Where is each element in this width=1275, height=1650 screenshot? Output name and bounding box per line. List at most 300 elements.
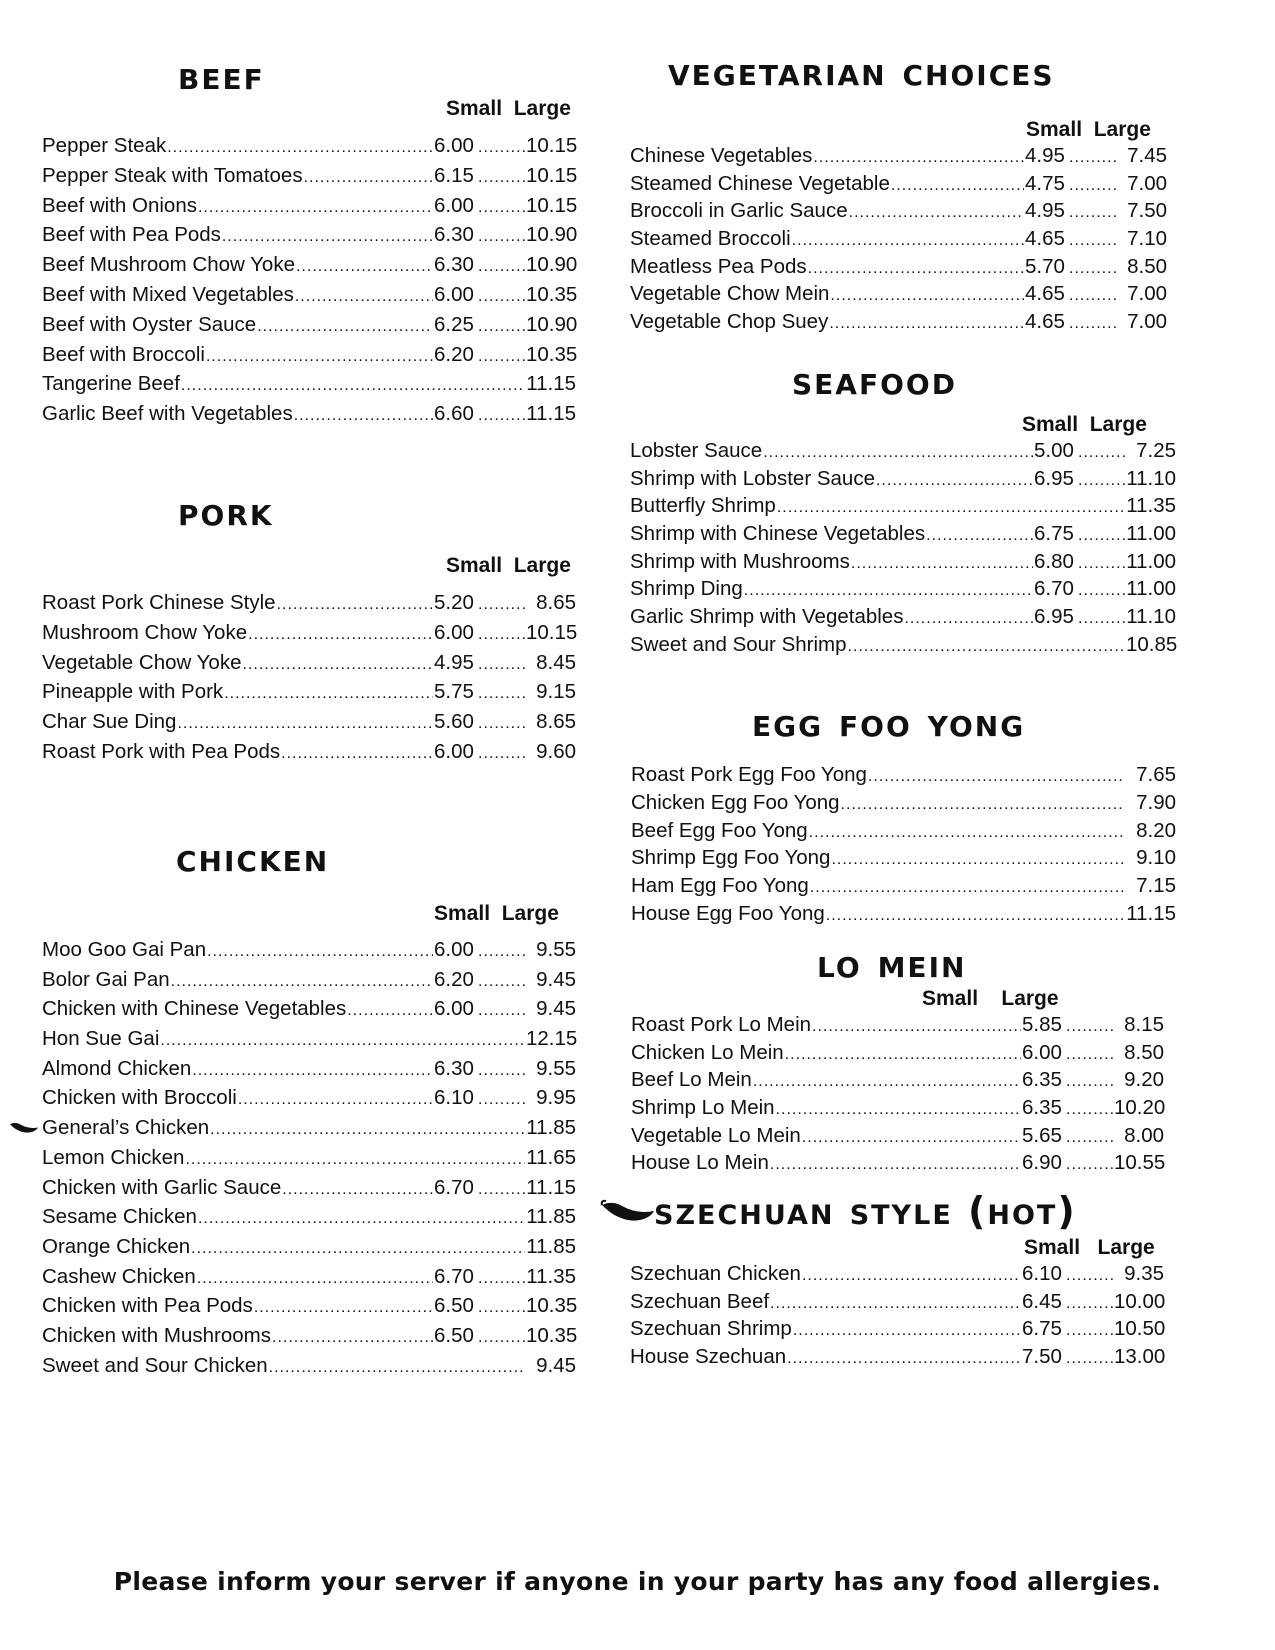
- small-price: 6.00: [434, 282, 474, 306]
- menu-item: [42, 712, 576, 742]
- egg-foo-yong-title: egg foo yong: [752, 700, 1026, 746]
- small-price: 5.85: [1022, 1013, 1062, 1036]
- menu-item: [42, 1088, 576, 1118]
- item-name: Hon Sue Gai: [42, 1027, 160, 1051]
- menu-item: [42, 967, 576, 1000]
- dot-leader: [478, 653, 526, 674]
- large-price: 11.00: [1126, 577, 1176, 601]
- menu-item: [42, 1029, 576, 1059]
- dot-leader: [478, 315, 526, 336]
- szechuan-size-header: [1024, 1237, 1155, 1258]
- menu-item: [42, 404, 576, 434]
- small-price: 5.20: [434, 591, 474, 614]
- large-price: 9.95: [536, 1086, 576, 1110]
- menu-item: [42, 1145, 576, 1178]
- item-name: Roast Pork Lo Mein: [631, 1013, 812, 1036]
- item-name: Beef with Onions: [42, 193, 197, 217]
- dot-leader: [224, 682, 433, 703]
- item-name: Beef with Mixed Vegetables: [42, 282, 294, 306]
- large-label: Large: [1093, 118, 1151, 141]
- dot-leader: [281, 742, 433, 763]
- large-price: 8.00: [1124, 1123, 1164, 1147]
- menu-item: [631, 1098, 1164, 1126]
- large-price: 10.15: [526, 134, 578, 157]
- small-price: 6.00: [434, 620, 474, 644]
- dot-leader: [830, 284, 1024, 305]
- item-name: Beef with Broccoli: [42, 342, 205, 366]
- large-price: 10.85: [1126, 632, 1178, 656]
- dot-leader: [1066, 1043, 1114, 1064]
- item-name: Beef Egg Foo Yong: [631, 818, 808, 842]
- small-price: 6.15: [434, 163, 474, 187]
- small-price: 6.70: [434, 1264, 474, 1288]
- large-price: 10.35: [526, 1294, 578, 1318]
- menu-item: [630, 607, 1176, 635]
- small-price: 4.75: [1025, 171, 1065, 195]
- small-price: 4.95: [1025, 199, 1065, 223]
- small-label: Small: [446, 554, 503, 577]
- small-price: 6.30: [434, 1056, 474, 1080]
- dot-leader: [296, 255, 433, 276]
- menu-item: [42, 1353, 576, 1386]
- large-label: Large: [1001, 987, 1059, 1010]
- item-name: Beef with Pea Pods: [42, 223, 221, 247]
- dot-leader: [849, 201, 1024, 222]
- small-price: 6.30: [434, 253, 474, 277]
- item-name: Tangerine Beef: [42, 372, 180, 396]
- dot-leader: [802, 1126, 1021, 1147]
- dot-leader: [222, 225, 433, 246]
- large-price: 11.65: [526, 1145, 576, 1169]
- small-price: 6.50: [434, 1294, 474, 1318]
- dot-leader: [777, 496, 1125, 517]
- item-name: Shrimp Lo Mein: [631, 1096, 775, 1120]
- menu-item: [42, 620, 578, 653]
- small-price: 7.50: [1022, 1345, 1062, 1369]
- dot-leader: [831, 848, 1125, 869]
- dot-leader: [304, 166, 433, 187]
- small-price: 6.00: [434, 938, 474, 961]
- dot-leader: [206, 345, 433, 366]
- dot-leader: [478, 196, 526, 217]
- item-name: Beef Mushroom Chow Yoke: [42, 253, 295, 277]
- item-name: House Egg Foo Yong: [631, 901, 825, 925]
- large-price: 11.10: [1126, 605, 1176, 629]
- large-price: 7.00: [1127, 282, 1167, 306]
- small-price: 6.10: [1022, 1262, 1062, 1285]
- dot-leader: [478, 940, 526, 961]
- dot-leader: [181, 374, 525, 395]
- dot-leader: [171, 970, 433, 991]
- dot-leader: [198, 196, 433, 217]
- menu-item: [42, 255, 576, 285]
- large-price: 8.65: [536, 591, 576, 614]
- dot-leader: [1066, 1319, 1114, 1340]
- menu-item: [631, 1123, 1164, 1154]
- menu-item: [42, 225, 576, 255]
- item-name: Pepper Steak with Tomatoes: [42, 163, 303, 187]
- dot-leader: [167, 136, 433, 157]
- menu-item: [42, 342, 578, 375]
- dot-leader: [776, 1098, 1021, 1119]
- small-price: 6.20: [434, 967, 474, 991]
- item-name: Lobster Sauce: [630, 439, 763, 462]
- dot-leader: [1069, 257, 1117, 278]
- dot-leader: [1069, 312, 1117, 333]
- dot-leader: [1066, 1098, 1114, 1119]
- small-price: 6.60: [434, 402, 474, 426]
- large-price: 9.45: [536, 1353, 576, 1377]
- item-name: Roast Pork Chinese Style: [42, 591, 276, 614]
- dot-leader: [272, 1326, 433, 1347]
- small-price: 6.10: [434, 1086, 474, 1110]
- menu-item: [631, 790, 1176, 821]
- large-price: 11.35: [526, 1264, 576, 1288]
- item-name: Bolor Gai Pan: [42, 967, 170, 991]
- dot-leader: [269, 1356, 525, 1377]
- dot-leader: [478, 712, 526, 733]
- large-price: 7.00: [1127, 171, 1167, 195]
- dot-leader: [1078, 524, 1126, 545]
- large-price: 10.90: [526, 223, 578, 247]
- large-price: 11.85: [526, 1116, 576, 1140]
- menu-item: [631, 1070, 1164, 1098]
- small-label: Small: [1022, 413, 1079, 436]
- menu-item: [630, 441, 1176, 469]
- menu-item: [630, 201, 1167, 229]
- item-name: Szechuan Chicken: [630, 1262, 801, 1285]
- dot-leader: [809, 821, 1125, 842]
- item-name: Shrimp with Mushrooms: [630, 549, 850, 573]
- dot-leader: [812, 1015, 1021, 1036]
- dot-leader: [478, 225, 526, 246]
- item-name: Pineapple with Pork: [42, 680, 224, 704]
- szechuan-list: [630, 1264, 1164, 1375]
- large-price: 8.50: [1124, 1040, 1164, 1064]
- small-price: 6.00: [434, 134, 474, 157]
- item-name: Sweet and Sour Shrimp: [630, 632, 847, 656]
- item-name: Chinese Vegetables: [630, 144, 813, 167]
- item-name: Butterfly Shrimp: [630, 494, 776, 518]
- item-name: Szechuan Shrimp: [630, 1317, 792, 1341]
- large-price: 13.00: [1114, 1345, 1166, 1369]
- dot-leader: [478, 682, 526, 703]
- menu-item: [631, 1153, 1164, 1181]
- dot-leader: [277, 593, 433, 614]
- large-price: 11.15: [526, 402, 576, 426]
- small-price: 5.00: [1034, 439, 1074, 462]
- menu-item: [42, 374, 576, 404]
- item-name: Chicken Lo Mein: [631, 1040, 784, 1064]
- small-price: 4.95: [434, 650, 474, 674]
- menu-item: [631, 1015, 1164, 1043]
- large-price: 9.15: [536, 680, 576, 704]
- large-price: 11.00: [1126, 549, 1176, 573]
- menu-item: [630, 312, 1167, 340]
- large-price: 10.00: [1114, 1289, 1166, 1313]
- dot-leader: [1066, 1347, 1114, 1368]
- lo-mein-list: [631, 1015, 1164, 1181]
- menu-item: [42, 1056, 576, 1089]
- large-price: 11.00: [1126, 522, 1176, 546]
- small-price: 5.60: [434, 710, 474, 734]
- dot-leader: [785, 1043, 1021, 1064]
- menu-item: [631, 848, 1176, 876]
- vegetarian-title: vegetarian choices: [668, 49, 1055, 95]
- item-name: Char Sue Ding: [42, 710, 177, 734]
- large-price: 9.10: [1136, 846, 1176, 870]
- dot-leader: [248, 623, 433, 644]
- small-label: Small: [434, 902, 491, 925]
- menu-item: [630, 1289, 1166, 1320]
- small-price: 6.95: [1034, 605, 1074, 629]
- menu-item: [630, 579, 1176, 607]
- dot-leader: [1066, 1015, 1114, 1036]
- large-price: 10.90: [526, 312, 578, 336]
- menu-item: [42, 1175, 576, 1208]
- large-price: 10.35: [526, 1323, 578, 1347]
- menu-item: [630, 1264, 1164, 1292]
- item-name: Mushroom Chow Yoke: [42, 620, 248, 644]
- dot-leader: [257, 315, 433, 336]
- large-price: 11.15: [1126, 901, 1176, 925]
- dot-leader: [808, 257, 1024, 278]
- large-price: 10.35: [526, 342, 578, 366]
- item-name: General’s Chicken: [42, 1116, 210, 1140]
- small-price: 5.75: [434, 680, 474, 704]
- menu-item: [631, 901, 1176, 932]
- item-name: Ham Egg Foo Yong: [631, 874, 809, 898]
- item-name: Pepper Steak: [42, 134, 167, 157]
- item-name: House Lo Mein: [631, 1151, 769, 1175]
- dot-leader: [1069, 229, 1117, 250]
- item-name: Chicken with Garlic Sauce: [42, 1175, 282, 1199]
- small-price: 6.45: [1022, 1289, 1062, 1313]
- small-price: 6.00: [1022, 1040, 1062, 1064]
- dot-leader: [478, 970, 526, 991]
- item-name: Roast Pork with Pea Pods: [42, 739, 281, 763]
- large-price: 10.20: [1114, 1096, 1166, 1120]
- large-price: 9.55: [536, 1056, 576, 1080]
- item-name: Broccoli in Garlic Sauce: [630, 199, 848, 223]
- small-price: 6.30: [434, 223, 474, 247]
- menu-item: [42, 1118, 576, 1148]
- large-price: 10.90: [526, 253, 578, 277]
- dot-leader: [254, 1296, 433, 1317]
- small-price: 4.65: [1025, 282, 1065, 306]
- large-price: 7.10: [1127, 227, 1167, 251]
- dot-leader: [763, 441, 1033, 462]
- large-price: 9.55: [536, 938, 576, 961]
- large-price: 7.25: [1136, 439, 1176, 462]
- beef-title: beef: [178, 53, 265, 99]
- dot-leader: [478, 1267, 526, 1288]
- dot-leader: [810, 876, 1125, 897]
- small-price: 6.35: [1022, 1096, 1062, 1120]
- item-name: Lemon Chicken: [42, 1145, 185, 1169]
- large-price: 8.45: [536, 650, 576, 674]
- item-name: Chicken with Mushrooms: [42, 1323, 271, 1347]
- large-price: 8.50: [1127, 254, 1167, 278]
- chicken-size-header: [434, 903, 559, 924]
- dot-leader: [294, 404, 433, 425]
- dot-leader: [478, 136, 526, 157]
- dot-leader: [1069, 201, 1117, 222]
- dot-leader: [1066, 1292, 1114, 1313]
- allergy-notice: Please inform your server if anyone in your party has any food allergies.: [113, 1567, 1162, 1596]
- dot-leader: [787, 1347, 1021, 1368]
- dot-leader: [841, 793, 1125, 814]
- egg-foo-yong-list: [631, 765, 1176, 932]
- pork-size-header: [446, 555, 571, 576]
- dot-leader: [1069, 174, 1117, 195]
- small-label: Small: [446, 97, 503, 120]
- chili-pepper-icon: [8, 1121, 40, 1135]
- menu-item: [42, 312, 578, 345]
- item-name: Shrimp Ding: [630, 577, 743, 601]
- small-price: 6.25: [434, 312, 474, 336]
- dot-leader: [829, 312, 1024, 333]
- dot-leader: [792, 229, 1024, 250]
- dot-leader: [478, 623, 526, 644]
- dot-leader: [478, 345, 526, 366]
- seafood-title: seafood: [792, 358, 957, 404]
- dot-leader: [793, 1319, 1021, 1340]
- menu-item: [630, 284, 1167, 312]
- dot-leader: [191, 1237, 525, 1258]
- large-price: 10.15: [526, 193, 578, 217]
- dot-leader: [197, 1267, 433, 1288]
- menu-item: [630, 146, 1167, 174]
- small-label: Small: [1024, 1236, 1081, 1259]
- large-price: 7.15: [1136, 874, 1176, 898]
- small-price: 4.65: [1025, 227, 1065, 251]
- large-price: 10.15: [526, 163, 578, 187]
- item-name: Moo Goo Gai Pan: [42, 938, 207, 961]
- dot-leader: [478, 593, 526, 614]
- menu-item: [630, 466, 1176, 497]
- dot-leader: [185, 1148, 525, 1169]
- dot-leader: [207, 940, 433, 961]
- dot-leader: [1066, 1264, 1114, 1285]
- menu-item: [630, 549, 1176, 580]
- item-name: Chicken Egg Foo Yong: [631, 790, 840, 814]
- dot-leader: [160, 1029, 525, 1050]
- vegetarian-size-header: [1026, 119, 1151, 140]
- menu-item: [42, 650, 576, 683]
- menu-item: [42, 1296, 576, 1326]
- dot-leader: [478, 999, 526, 1020]
- dot-leader: [238, 1088, 433, 1109]
- dot-leader: [753, 1070, 1021, 1091]
- dot-leader: [1066, 1070, 1114, 1091]
- dot-leader: [282, 1178, 433, 1199]
- item-name: House Szechuan: [630, 1345, 787, 1369]
- dot-leader: [478, 1059, 526, 1080]
- chicken-title: chicken: [176, 835, 330, 881]
- menu-item: [42, 1234, 576, 1267]
- menu-item: [42, 136, 576, 166]
- menu-item: [630, 496, 1176, 524]
- small-price: 6.75: [1034, 522, 1074, 546]
- small-price: 6.70: [1034, 577, 1074, 601]
- dot-leader: [770, 1153, 1021, 1174]
- large-price: 10.55: [1114, 1151, 1166, 1175]
- large-label: Large: [501, 902, 559, 925]
- large-price: 11.35: [1126, 494, 1176, 518]
- small-price: 6.20: [434, 342, 474, 366]
- item-name: Chicken with Chinese Vegetables: [42, 997, 347, 1021]
- menu-item: [630, 1347, 1164, 1375]
- pork-title: pork: [178, 489, 274, 535]
- item-name: Garlic Shrimp with Vegetables: [630, 605, 904, 629]
- dot-leader: [813, 146, 1024, 167]
- lo-mein-size-header: [922, 988, 1059, 1009]
- small-label: Small: [922, 987, 979, 1010]
- pork-list: [42, 593, 576, 772]
- chili-pepper-icon: [600, 1199, 656, 1225]
- item-name: Sweet and Sour Chicken: [42, 1353, 268, 1377]
- large-label: Large: [1097, 1236, 1155, 1259]
- dot-leader: [826, 904, 1125, 925]
- item-name: Shrimp with Chinese Vegetables: [630, 522, 926, 546]
- large-price: 7.00: [1127, 310, 1167, 334]
- large-price: 9.45: [536, 967, 576, 991]
- menu-item: [42, 193, 578, 226]
- dot-leader: [851, 552, 1033, 573]
- menu-item: [42, 999, 576, 1029]
- small-label: Small: [1026, 118, 1083, 141]
- dot-leader: [478, 1088, 526, 1109]
- menu-item: [42, 739, 576, 772]
- dot-leader: [802, 1264, 1021, 1285]
- dot-leader: [926, 524, 1033, 545]
- large-price: 7.45: [1127, 144, 1167, 167]
- small-price: 6.50: [434, 1323, 474, 1347]
- large-label: Large: [513, 554, 571, 577]
- dot-leader: [177, 712, 433, 733]
- large-price: 9.35: [1124, 1262, 1164, 1285]
- dot-leader: [848, 635, 1125, 656]
- large-price: 11.10: [1126, 466, 1176, 490]
- item-name: Meatless Pea Pods: [630, 254, 807, 278]
- menu-item: [630, 229, 1167, 257]
- dot-leader: [770, 1292, 1021, 1313]
- small-price: 6.80: [1034, 549, 1074, 573]
- small-price: 6.00: [434, 997, 474, 1021]
- large-price: 11.15: [526, 1175, 576, 1199]
- menu-item: [631, 765, 1176, 793]
- item-name: Shrimp with Lobster Sauce: [630, 466, 875, 490]
- large-label: Large: [1089, 413, 1147, 436]
- dot-leader: [1066, 1153, 1114, 1174]
- dot-leader: [1078, 441, 1126, 462]
- menu-item: [631, 876, 1176, 904]
- dot-leader: [744, 579, 1033, 600]
- menu-item: [631, 1040, 1164, 1071]
- dot-leader: [1078, 607, 1126, 628]
- dot-leader: [242, 653, 433, 674]
- large-price: 7.50: [1127, 199, 1167, 223]
- large-price: 10.15: [526, 620, 578, 644]
- dot-leader: [868, 765, 1125, 786]
- dot-leader: [478, 1178, 526, 1199]
- menu-item: [630, 254, 1167, 285]
- large-price: 9.20: [1124, 1068, 1164, 1092]
- large-price: 7.90: [1136, 790, 1176, 814]
- dot-leader: [1069, 284, 1117, 305]
- menu-item: [42, 282, 578, 315]
